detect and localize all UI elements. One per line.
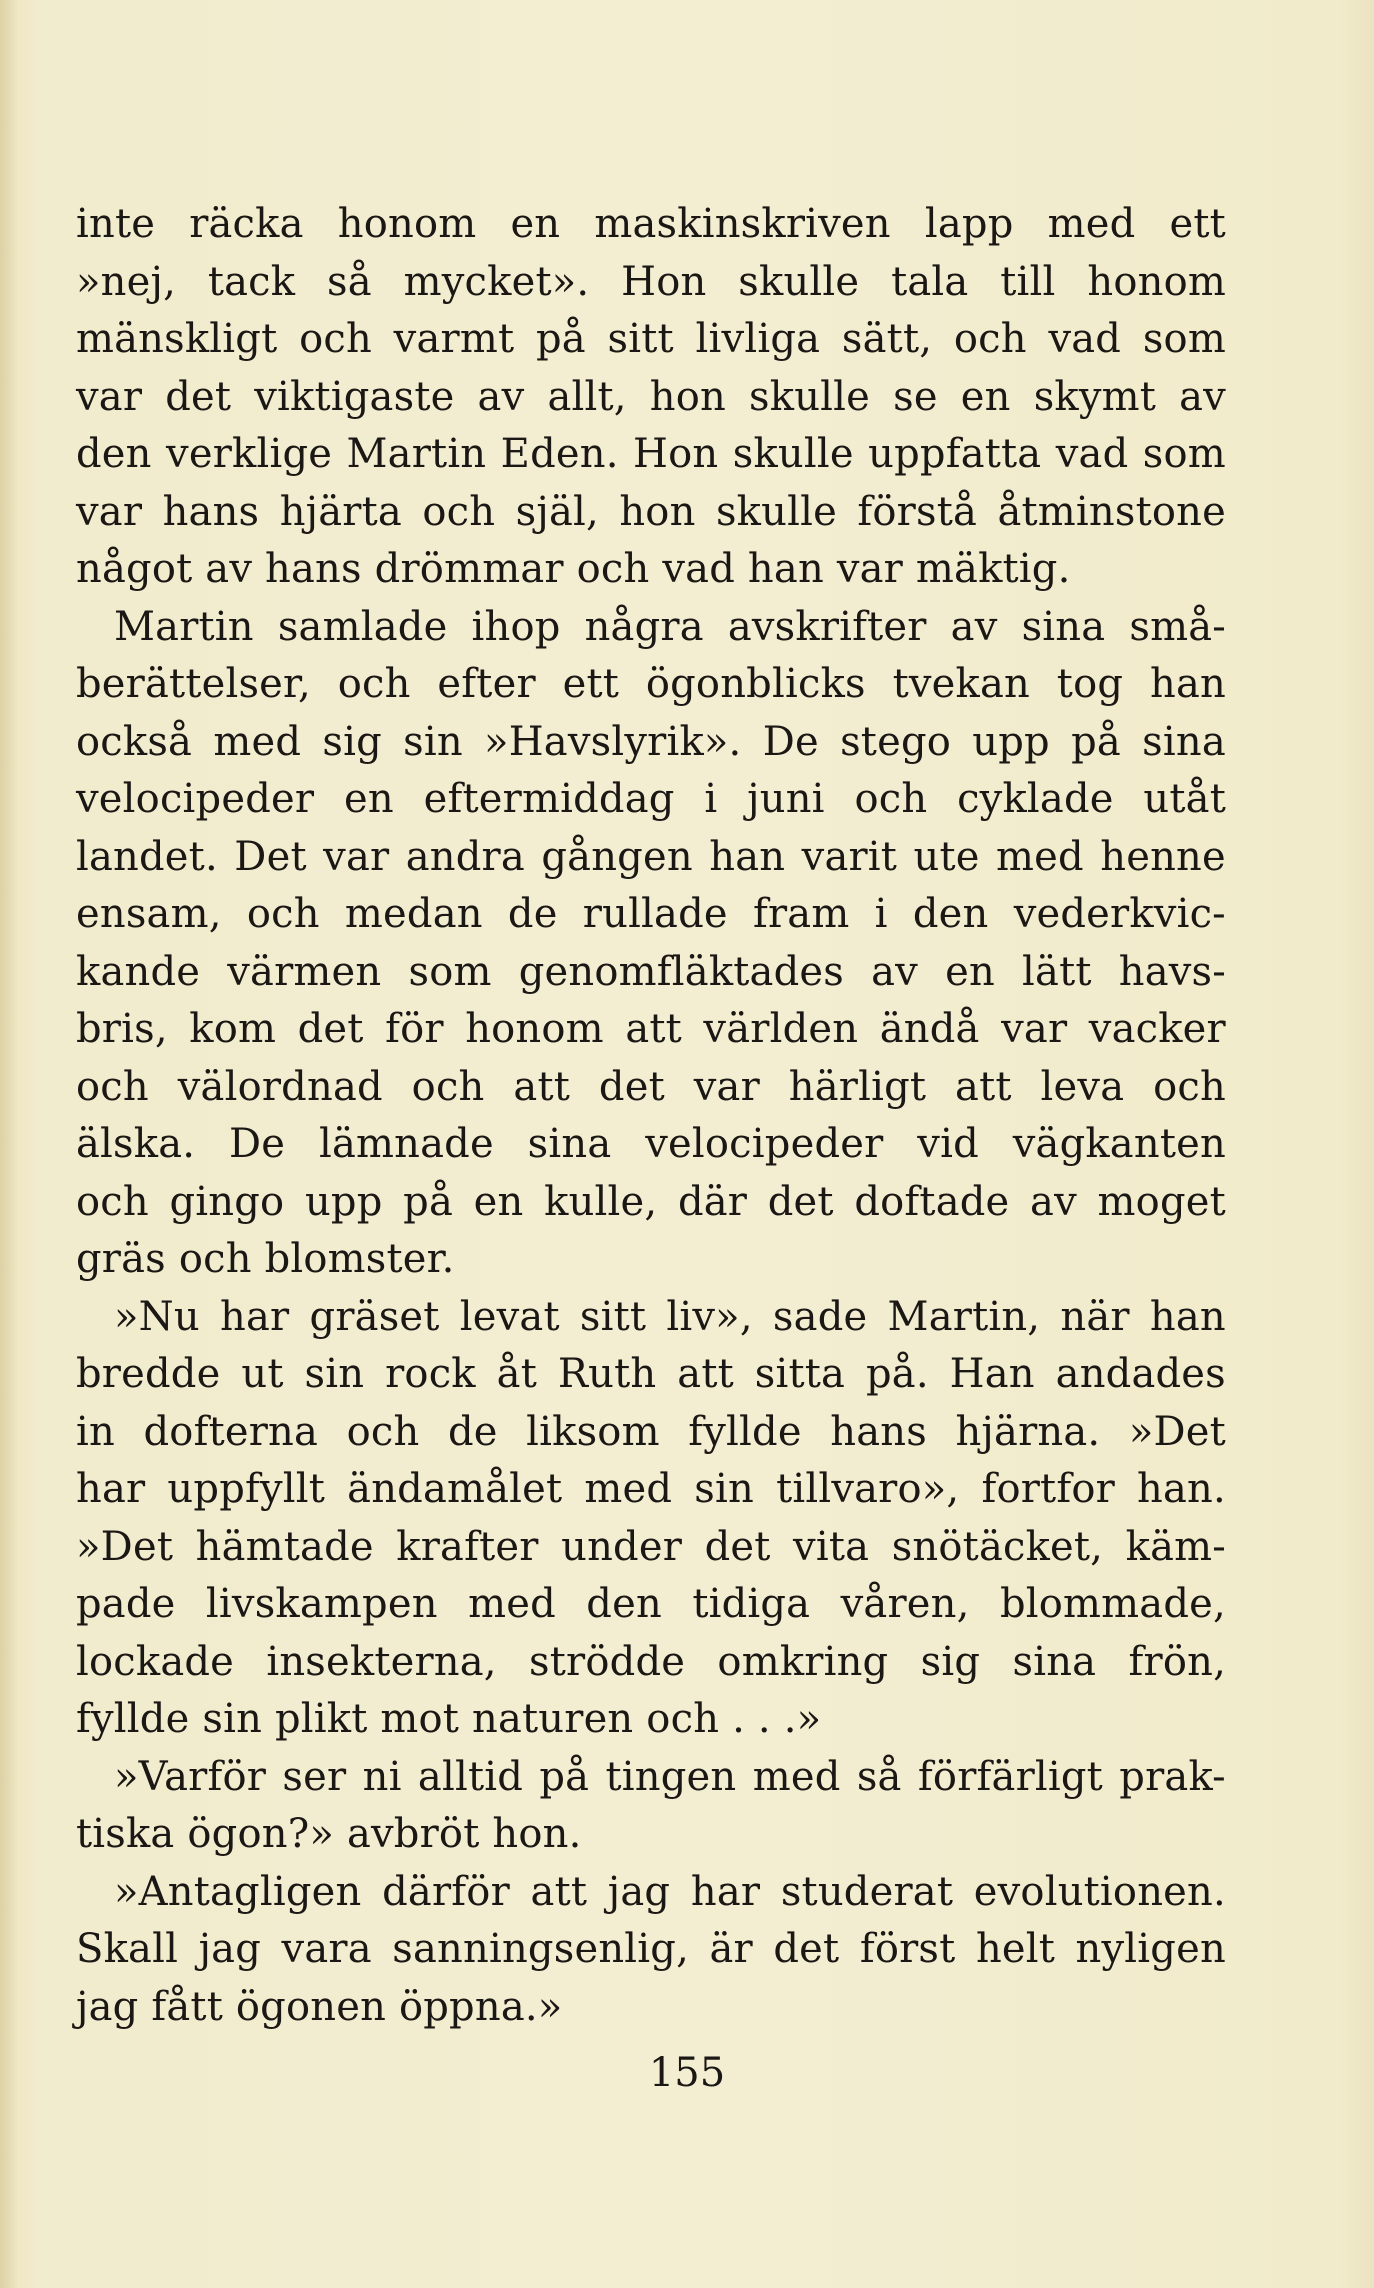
word: och: [411, 1063, 485, 1110]
word: skulle: [749, 373, 871, 420]
word: våren,: [840, 1581, 970, 1627]
word: han.: [1137, 1466, 1226, 1512]
word: helt: [975, 1926, 1056, 1972]
word: ihop: [471, 603, 561, 650]
word: sitt: [579, 1293, 647, 1340]
text-line: [76, 369, 1226, 427]
word: att: [530, 1868, 588, 1915]
word: sade: [772, 1293, 868, 1340]
text-line: [76, 1404, 1226, 1462]
word: sin: [403, 718, 463, 765]
word: skulle: [715, 488, 837, 535]
word: »Antagligen: [114, 1868, 362, 1915]
word: doftade: [854, 1178, 1010, 1225]
word: han: [1150, 661, 1226, 707]
word: gräset: [309, 1293, 440, 1340]
word: krafter: [396, 1523, 539, 1570]
word: var: [1001, 1006, 1068, 1052]
word: mycket».: [403, 258, 590, 305]
word: det: [773, 1926, 840, 1972]
word: Hon: [621, 258, 707, 305]
text-line: [76, 311, 1226, 369]
word: har: [220, 1293, 290, 1340]
word: uppfyllt: [167, 1466, 326, 1512]
word: på: [539, 1753, 590, 1800]
word: sätt,: [841, 316, 933, 362]
word: sina: [1142, 718, 1226, 765]
word: det: [297, 1006, 364, 1052]
word: gången: [541, 833, 693, 880]
word: har: [690, 1868, 761, 1915]
text-line: något av hans drömmar och vad han var mäktig.: [76, 546, 1071, 592]
word: livskampen: [205, 1581, 438, 1627]
word: tvekan: [892, 661, 1030, 707]
word: varit: [801, 833, 898, 880]
word: härligt: [788, 1063, 927, 1110]
word: se: [893, 373, 938, 420]
word: Hon: [633, 431, 719, 477]
word: ändå: [879, 1006, 980, 1052]
word: viktigaste: [254, 373, 455, 420]
word: för: [385, 1006, 444, 1052]
word: prak-: [1119, 1753, 1226, 1800]
text-line: [76, 1461, 1226, 1519]
word: och: [299, 316, 372, 362]
word: in: [76, 1408, 115, 1455]
word: lätt: [1022, 948, 1092, 995]
text-line: [76, 829, 1226, 887]
word: honom: [465, 1006, 604, 1052]
word: sina: [527, 1121, 612, 1167]
word: Martin,: [887, 1293, 1041, 1340]
word: maskinskriven: [594, 201, 891, 247]
body-text: [76, 196, 1226, 2036]
word: var: [76, 373, 143, 420]
word: var: [693, 1063, 760, 1110]
word: på.: [865, 1351, 929, 1397]
word: velocipeder: [76, 776, 315, 822]
word: havs-: [1118, 948, 1226, 995]
word: rullade: [582, 891, 728, 937]
word: när: [1060, 1293, 1130, 1340]
word: snötäcket,: [891, 1523, 1104, 1570]
word: fram: [752, 891, 850, 937]
word: bredde: [76, 1351, 221, 1397]
word: ändamålet: [347, 1466, 563, 1512]
word: ni: [362, 1753, 402, 1800]
word: så: [856, 1753, 902, 1800]
text-line: gräs och blomster.: [76, 1236, 455, 1282]
word: som: [1142, 431, 1226, 477]
word: ögonblicks: [645, 661, 866, 707]
word: på: [403, 1178, 454, 1225]
text-line: [76, 1346, 1226, 1404]
word: liv»,: [666, 1293, 753, 1340]
word: tala: [891, 258, 969, 305]
word: honom: [1087, 258, 1226, 305]
word: samlade: [277, 603, 448, 650]
word: några: [584, 603, 704, 650]
word: dofterna: [143, 1408, 319, 1455]
text-line: [76, 1519, 1226, 1577]
text-line: [76, 1921, 1226, 1979]
word: »Havslyrik».: [484, 718, 742, 765]
word: sina: [1012, 1638, 1097, 1685]
text-line: [76, 599, 1226, 657]
word: att: [677, 1351, 734, 1397]
text-line: [76, 196, 1226, 254]
word: den: [76, 431, 152, 477]
text-line: [76, 1289, 1226, 1347]
word: strödde: [529, 1638, 686, 1685]
word: vederkvic-: [1013, 891, 1226, 937]
text-line: [76, 1059, 1226, 1117]
word: hjärta: [279, 488, 402, 535]
text-line: [76, 771, 1226, 829]
text-line: [76, 886, 1226, 944]
word: vita: [793, 1523, 870, 1570]
word: Eden.: [500, 431, 619, 477]
word: en: [344, 776, 394, 822]
word: andades: [1055, 1351, 1226, 1397]
text-line: fyllde sin plikt mot naturen och . . .»: [76, 1696, 822, 1742]
word: och: [854, 776, 928, 822]
word: och: [337, 661, 411, 707]
word: Skall: [76, 1926, 179, 1972]
word: den: [586, 1581, 662, 1627]
word: utåt: [1143, 776, 1226, 822]
word: Martin: [114, 603, 254, 650]
word: små-: [1129, 603, 1226, 650]
word: studerat: [780, 1868, 954, 1915]
word: sanningsenlig,: [392, 1926, 689, 1972]
word: skulle: [732, 431, 854, 477]
text-line: [76, 1749, 1226, 1807]
word: själ,: [515, 488, 599, 535]
word: verklige: [166, 431, 333, 477]
word: med: [1047, 201, 1136, 247]
text-line: tiska ögon?» avbröt hon.: [76, 1811, 582, 1857]
word: var: [323, 833, 390, 880]
word: hans: [830, 1408, 927, 1455]
word: berättelser,: [76, 661, 311, 707]
word: och: [76, 1063, 149, 1110]
word: hon: [649, 373, 726, 420]
word: omkring: [717, 1638, 889, 1685]
word: tingen: [605, 1753, 737, 1800]
word: och: [422, 488, 496, 535]
word: värmen: [227, 948, 382, 995]
word: »Det: [1128, 1408, 1226, 1455]
word: De: [762, 718, 819, 765]
word: hjärna.: [955, 1408, 1101, 1455]
word: pade: [76, 1581, 176, 1627]
word: sig: [920, 1638, 981, 1685]
word: insekterna,: [266, 1638, 497, 1685]
word: en: [510, 201, 561, 247]
word: förfärligt: [917, 1753, 1103, 1800]
word: det: [165, 373, 232, 420]
word: ute: [913, 833, 980, 880]
word: en: [945, 948, 995, 995]
word: bris,: [76, 1006, 168, 1052]
word: moget: [1097, 1178, 1226, 1225]
word: evolutionen.: [973, 1868, 1226, 1915]
text-line: [76, 484, 1226, 542]
word: av: [950, 603, 998, 650]
text-line: [76, 714, 1226, 772]
word: och: [953, 316, 1027, 362]
text-line: [76, 656, 1226, 714]
word: inte: [76, 201, 156, 247]
word: livliga: [695, 316, 821, 362]
word: i: [874, 891, 888, 937]
word: sina: [1021, 603, 1106, 650]
word: jag: [198, 1926, 262, 1972]
word: upp: [972, 718, 1050, 765]
word: »Det: [76, 1523, 174, 1570]
word: i: [704, 776, 718, 822]
word: förstå: [857, 488, 978, 535]
word: har: [76, 1466, 146, 1512]
word: mänskligt: [76, 316, 278, 362]
word: upp: [304, 1178, 383, 1225]
word: av: [871, 948, 918, 995]
word: henne: [1100, 833, 1226, 880]
word: tack: [207, 258, 296, 305]
word: var: [76, 488, 143, 535]
word: vad: [1055, 431, 1129, 477]
word: med: [996, 833, 1084, 880]
word: sitta: [754, 1351, 846, 1397]
text-line: [76, 1116, 1226, 1174]
word: att: [955, 1063, 1012, 1110]
text-line: [76, 1001, 1226, 1059]
word: vägkanten: [1012, 1121, 1226, 1167]
word: där: [677, 1178, 748, 1225]
word: av: [1030, 1178, 1077, 1225]
word: cyklade: [957, 776, 1114, 822]
word: De: [229, 1121, 286, 1167]
word: som: [1142, 316, 1226, 362]
text-line: [76, 1864, 1226, 1922]
word: käm-: [1125, 1523, 1226, 1570]
word: andra: [405, 833, 525, 880]
word: den: [912, 891, 989, 937]
page-gutter-shadow: [0, 0, 18, 2288]
word: »nej,: [76, 258, 177, 305]
word: ut: [241, 1351, 284, 1397]
word: ett: [562, 661, 620, 707]
word: ser: [282, 1753, 347, 1800]
word: på: [535, 316, 586, 362]
word: landet.: [76, 833, 218, 880]
word: »Nu: [114, 1293, 200, 1340]
word: »Varför: [114, 1753, 267, 1800]
word: sin: [304, 1351, 365, 1397]
word: av: [1179, 373, 1226, 420]
word: först: [859, 1926, 956, 1972]
word: världen: [703, 1006, 859, 1052]
word: och: [76, 1178, 149, 1225]
word: hämtade: [195, 1523, 374, 1570]
word: att: [625, 1006, 682, 1052]
word: genomfläktades: [518, 948, 844, 995]
word: de: [447, 1408, 498, 1455]
word: nyligen: [1075, 1926, 1226, 1972]
word: tillvaro»,: [776, 1466, 960, 1512]
word: och: [1153, 1063, 1226, 1110]
word: av: [477, 373, 525, 420]
word: honom: [337, 201, 477, 247]
word: uppfatta: [868, 431, 1042, 477]
word: fyllde: [688, 1408, 802, 1455]
word: därför: [382, 1868, 510, 1915]
word: det: [767, 1178, 834, 1225]
text-line: [76, 944, 1226, 1002]
word: Det: [234, 833, 307, 880]
word: hans: [162, 488, 260, 535]
word: fortfor: [981, 1466, 1115, 1512]
word: åt: [496, 1351, 537, 1397]
text-line: [76, 254, 1226, 312]
word: Ruth: [557, 1351, 657, 1397]
word: jag: [607, 1868, 671, 1915]
word: sitt: [607, 316, 674, 362]
word: kulle,: [544, 1178, 658, 1225]
text-line: [76, 1634, 1226, 1692]
word: sig: [322, 718, 382, 765]
word: skulle: [738, 258, 860, 305]
word: allt,: [547, 373, 627, 420]
word: att: [513, 1063, 571, 1110]
word: det: [598, 1063, 665, 1110]
word: till: [1000, 258, 1056, 305]
word: rock: [385, 1351, 476, 1397]
text-line: [76, 1576, 1226, 1634]
word: eftermiddag: [423, 776, 675, 822]
word: tidiga: [692, 1581, 811, 1627]
word: sin: [694, 1466, 754, 1512]
word: hon: [619, 488, 696, 535]
text-line: jag fått ögonen öppna.»: [76, 1983, 563, 2030]
word: velocipeder: [645, 1121, 884, 1167]
word: ett: [1169, 201, 1226, 247]
word: vid: [917, 1121, 979, 1167]
word: välordnad: [177, 1063, 383, 1110]
word: under: [561, 1523, 683, 1570]
word: blommade,: [999, 1581, 1226, 1627]
word: kande: [76, 948, 201, 995]
word: gingo: [169, 1178, 285, 1225]
word: Han: [949, 1351, 1035, 1397]
word: de: [507, 891, 558, 937]
word: Martin: [346, 431, 487, 477]
word: han: [709, 833, 786, 880]
word: med: [213, 718, 302, 765]
word: en: [473, 1178, 524, 1225]
word: med: [584, 1466, 673, 1512]
word: frön,: [1128, 1638, 1226, 1685]
text-line: [76, 426, 1226, 484]
word: alltid: [417, 1753, 524, 1800]
word: är: [709, 1926, 753, 1972]
word: lapp: [924, 201, 1014, 247]
word: räcka: [189, 201, 304, 247]
word: och: [246, 891, 320, 937]
word: medan: [344, 891, 483, 937]
word: lämnade: [318, 1121, 494, 1167]
word: vara: [281, 1926, 372, 1972]
word: tog: [1056, 661, 1124, 707]
word: kom: [189, 1006, 277, 1052]
word: han: [1149, 1293, 1226, 1340]
word: åtminstone: [997, 488, 1226, 535]
word: juni: [747, 776, 825, 822]
page-number: 155: [648, 2050, 726, 2096]
word: som: [408, 948, 492, 995]
word: avskrifter: [727, 603, 927, 650]
word: också: [76, 718, 193, 765]
word: liksom: [526, 1408, 660, 1455]
text-line: [76, 1174, 1226, 1232]
word: ensam,: [76, 891, 222, 937]
word: det: [704, 1523, 771, 1570]
word: vacker: [1088, 1006, 1226, 1052]
word: och: [346, 1408, 420, 1455]
word: älska.: [76, 1121, 196, 1167]
word: så: [327, 258, 372, 305]
word: leva: [1040, 1063, 1125, 1110]
word: stego: [840, 718, 952, 765]
word: varmt: [393, 316, 515, 362]
word: efter: [437, 661, 536, 707]
word: med: [752, 1753, 841, 1800]
word: skymt: [1033, 373, 1157, 420]
word: levat: [459, 1293, 560, 1340]
word: en: [960, 373, 1011, 420]
word: med: [468, 1581, 556, 1627]
word: vad: [1048, 316, 1122, 362]
word: lockade: [76, 1638, 235, 1685]
word: på: [1071, 718, 1121, 765]
